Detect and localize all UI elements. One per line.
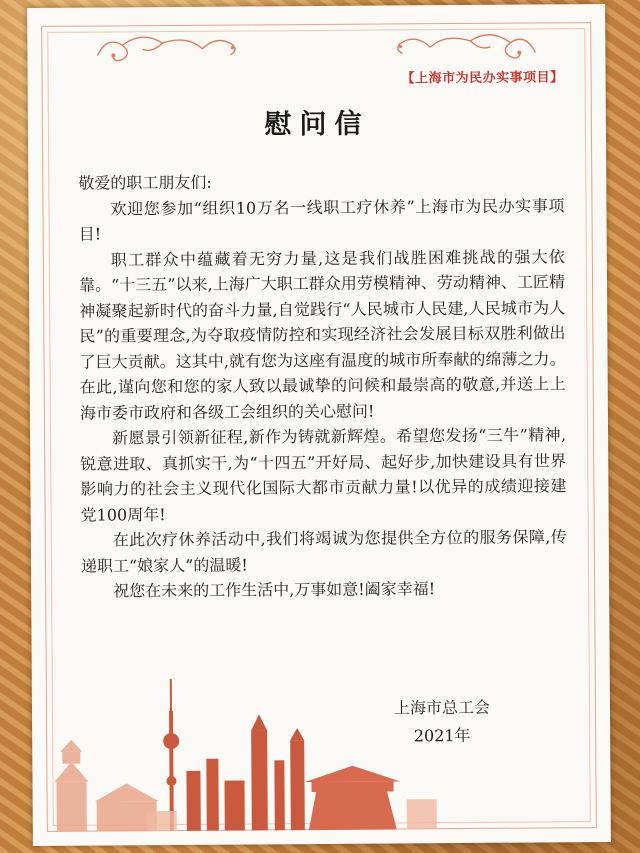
letter-title: 慰问信 — [264, 108, 370, 141]
signature-year: 2021年 — [413, 725, 471, 746]
shanghai-skyline-illustration — [46, 669, 447, 832]
project-tag: 【上海市为民办实事项目】 — [401, 70, 564, 87]
paragraph-2: 职工群众中蕴藏着无穷力量,这是我们战胜困难挑战的强大依靠。“十三五”以来,上海广大职工群众用劳模精神、劳动精神、工匠精神凝聚起新时代的奋斗力量,自觉践行“人民城市人民建,人民城市为人民”的重要理念,为夺取疫情防控和实现经济社会发展目标双胜利做出了巨大贡献。这其中,就有您为这座有温度的城市所奉献的绵薄之力。在此,谨向您和您的家人致以最诚挚的问候和最崇高的敬意,并送上上海市委市政府和各级工会组织的关心慰问! — [78, 246, 566, 423]
letter-body — [78, 167, 567, 604]
paragraph-4: 在此次疗休养活动中,我们将竭诚为您提供全方位的服务保障,传递职工“娘家人”的温暖! — [80, 527, 567, 576]
paragraph-5: 祝您在未来的工作生活中,万事如意!阖家幸福! — [113, 579, 436, 601]
paragraph-3: 新愿景引领新征程,新作为铸就新辉煌。希望您发扬“三牛”精神,锐意进取、真抓实干,为“十四五”开好局、起好步,加快建设具有世界影响力的社会主义现代化国际大都市贡献力量!以优异的成绩迎接建党100周年! — [80, 425, 567, 525]
greeting: 敬爱的职工朋友们: — [78, 172, 212, 193]
signature-org: 上海市总工会 — [393, 697, 491, 718]
letter-paper — [27, 4, 611, 846]
paragraph-1: 欢迎您参加“组织10万名一线职工疗休养”上海市为民办实事项目! — [78, 195, 565, 244]
